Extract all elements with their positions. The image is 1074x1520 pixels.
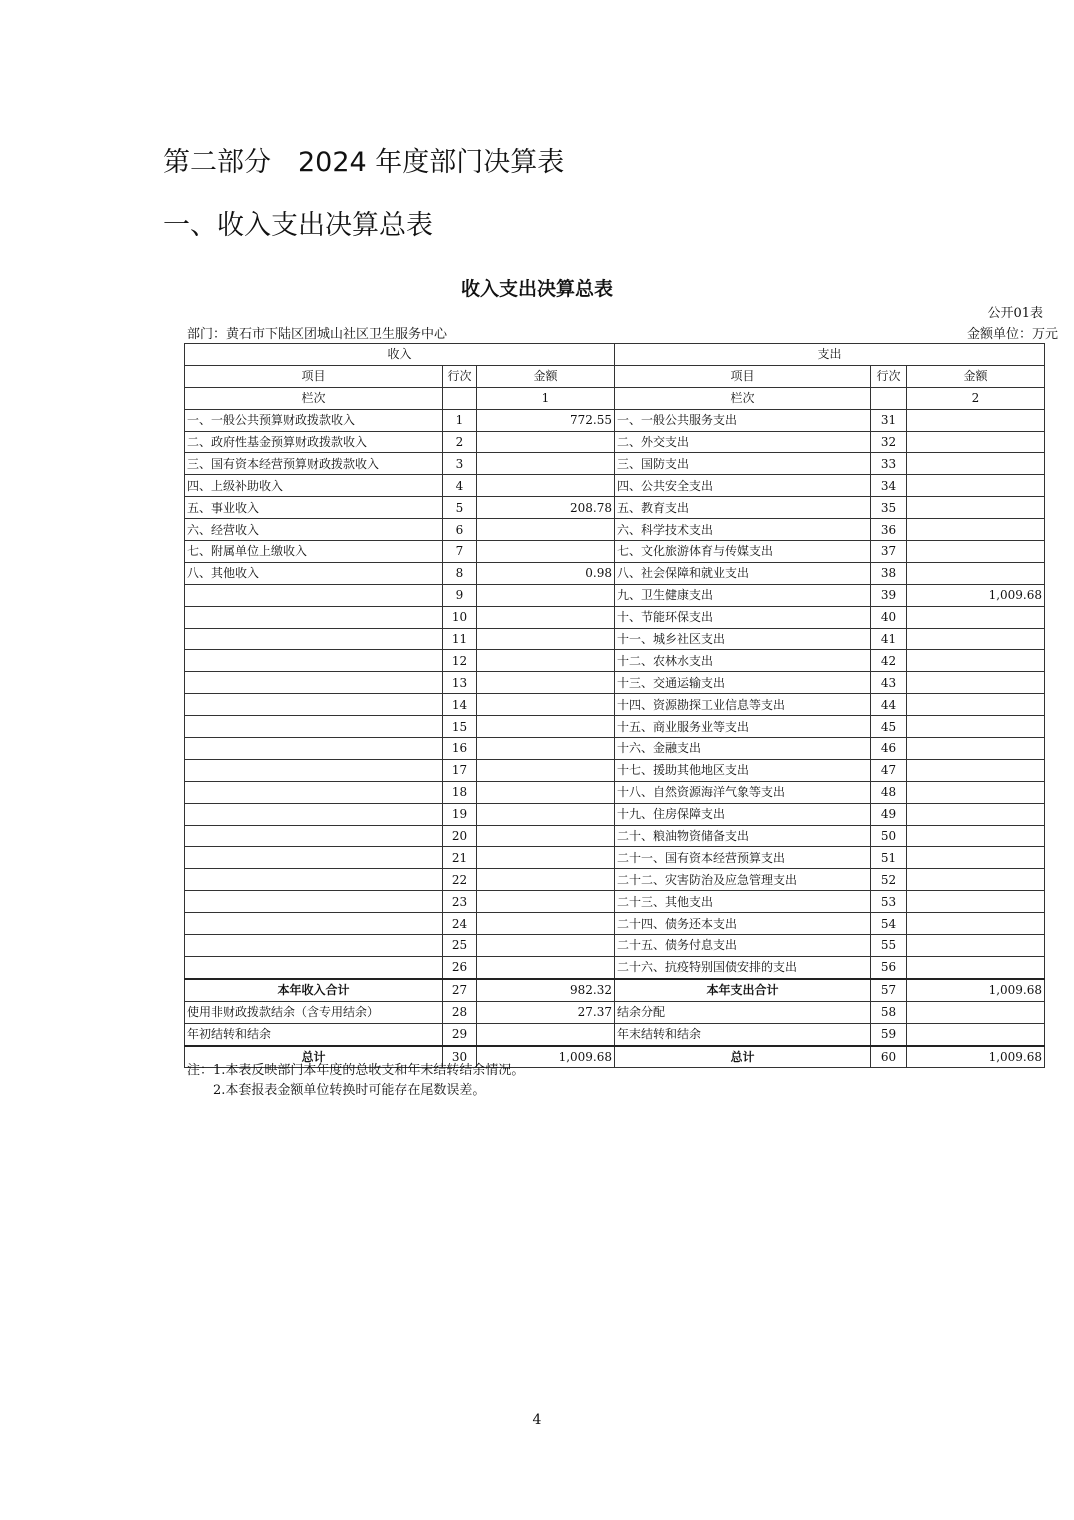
year-income-total-amount: 982.32 [477, 979, 615, 1001]
year-expense-total-label: 本年支出合计 [615, 979, 871, 1001]
row-number: 30 [443, 1046, 477, 1068]
year-total-row [185, 979, 1045, 1001]
row-number: 45 [871, 716, 907, 738]
table-row [185, 803, 1045, 825]
income-amount [477, 541, 615, 563]
income-item: 二、政府性基金预算财政拨款收入 [185, 431, 443, 453]
income-amount: 208.78 [477, 497, 615, 519]
income-amount [477, 891, 615, 913]
expense-amount [907, 497, 1045, 519]
expense-amount [907, 935, 1045, 957]
income-item: 四、上级补助收入 [185, 475, 443, 497]
amount-header: 金额 [907, 365, 1045, 387]
expense-amount [907, 913, 1045, 935]
expense-item: 十一、城乡社区支出 [615, 628, 871, 650]
column-label: 栏次 [615, 387, 871, 409]
row-number: 6 [443, 519, 477, 541]
income-item: 三、国有资本经营预算财政拨款收入 [185, 453, 443, 475]
row-number: 48 [871, 781, 907, 803]
expense-item: 十、节能环保支出 [615, 606, 871, 628]
income-header: 收入 [185, 344, 615, 366]
row-number: 58 [871, 1001, 907, 1023]
income-item [185, 847, 443, 869]
table-row [185, 431, 1045, 453]
table-row [185, 519, 1045, 541]
expense-item: 十四、资源勘探工业信息等支出 [615, 694, 871, 716]
income-amount [477, 781, 615, 803]
row-number: 49 [871, 803, 907, 825]
row-number: 7 [443, 541, 477, 563]
income-item [185, 781, 443, 803]
nonfiscal-balance-amount: 27.37 [477, 1001, 615, 1023]
expense-item: 二十四、债务还本支出 [615, 913, 871, 935]
expense-amount [907, 541, 1045, 563]
row-number: 3 [443, 453, 477, 475]
expense-item: 九、卫生健康支出 [615, 584, 871, 606]
row-number: 50 [871, 825, 907, 847]
table-code: 公开01表 [987, 306, 1043, 321]
table-notes [187, 1061, 524, 1101]
table-row [185, 650, 1045, 672]
table-row [185, 738, 1045, 760]
balance-distribution-label: 结余分配 [615, 1001, 871, 1023]
row-number: 60 [871, 1046, 907, 1068]
expense-amount [907, 606, 1045, 628]
row-number: 59 [871, 1023, 907, 1045]
income-amount [477, 847, 615, 869]
expense-item: 二十五、债务付息支出 [615, 935, 871, 957]
income-item: 八、其他收入 [185, 562, 443, 584]
expense-item: 二十一、国有资本经营预算支出 [615, 847, 871, 869]
row-number: 22 [443, 869, 477, 891]
table-row [185, 628, 1045, 650]
table-row [185, 541, 1045, 563]
expense-item: 二十三、其他支出 [615, 891, 871, 913]
table-header-row [185, 365, 1045, 387]
amount-header: 金额 [477, 365, 615, 387]
income-item [185, 694, 443, 716]
income-item [185, 825, 443, 847]
year-expense-total-amount: 1,009.68 [907, 979, 1045, 1001]
row-number: 44 [871, 694, 907, 716]
row-number: 25 [443, 935, 477, 957]
expense-grand-total-label: 总计 [615, 1046, 871, 1068]
income-amount [477, 475, 615, 497]
income-amount: 772.55 [477, 409, 615, 431]
row-number: 32 [871, 431, 907, 453]
income-amount [477, 453, 615, 475]
expense-item: 八、社会保障和就业支出 [615, 562, 871, 584]
table-row [185, 475, 1045, 497]
income-amount [477, 869, 615, 891]
expense-item: 二、外交支出 [615, 431, 871, 453]
note-line: 2.本套报表金额单位转换时可能存在尾数误差。 [187, 1083, 486, 1098]
nonfiscal-balance-label: 使用非财政拨款结余（含专用结余） [185, 1001, 443, 1023]
row-number: 55 [871, 935, 907, 957]
income-item [185, 956, 443, 978]
row-number: 2 [443, 431, 477, 453]
empty-cell [443, 387, 477, 409]
expense-amount: 1,009.68 [907, 584, 1045, 606]
row-number: 36 [871, 519, 907, 541]
table-row [185, 1001, 1045, 1023]
expense-item: 十五、商业服务业等支出 [615, 716, 871, 738]
year-income-total-label: 本年收入合计 [185, 979, 443, 1001]
income-item [185, 738, 443, 760]
row-number: 31 [871, 409, 907, 431]
row-number: 57 [871, 979, 907, 1001]
row-number: 12 [443, 650, 477, 672]
row-number: 52 [871, 869, 907, 891]
row-number: 20 [443, 825, 477, 847]
income-amount [477, 825, 615, 847]
row-number: 5 [443, 497, 477, 519]
row-number: 35 [871, 497, 907, 519]
income-amount [477, 935, 615, 957]
row-number: 1 [443, 409, 477, 431]
expense-amount [907, 672, 1045, 694]
expense-amount [907, 409, 1045, 431]
income-amount [477, 694, 615, 716]
row-number: 24 [443, 913, 477, 935]
expense-amount [907, 738, 1045, 760]
row-number: 11 [443, 628, 477, 650]
expense-item: 六、科学技术支出 [615, 519, 871, 541]
row-number: 23 [443, 891, 477, 913]
page-number: 4 [532, 1412, 542, 1428]
empty-cell [871, 387, 907, 409]
ending-balance-amount [907, 1023, 1045, 1045]
table-row [185, 497, 1045, 519]
row-number: 14 [443, 694, 477, 716]
row-number: 19 [443, 803, 477, 825]
row-number: 56 [871, 956, 907, 978]
expense-item: 十八、自然资源海洋气象等支出 [615, 781, 871, 803]
table-row [185, 869, 1045, 891]
expense-item: 十六、金融支出 [615, 738, 871, 760]
income-amount [477, 956, 615, 978]
income-item [185, 584, 443, 606]
column-index: 2 [907, 387, 1045, 409]
income-amount [477, 431, 615, 453]
expense-amount [907, 847, 1045, 869]
income-item: 七、附属单位上缴收入 [185, 541, 443, 563]
table-row [185, 825, 1045, 847]
income-amount [477, 584, 615, 606]
expense-amount [907, 694, 1045, 716]
income-amount [477, 913, 615, 935]
table-header-row [185, 344, 1045, 366]
expense-item: 二十二、灾害防治及应急管理支出 [615, 869, 871, 891]
table-row [185, 694, 1045, 716]
table-row [185, 1023, 1045, 1045]
income-amount: 0.98 [477, 562, 615, 584]
income-item [185, 650, 443, 672]
row-number: 9 [443, 584, 477, 606]
page-part-heading: 第二部分 2024 年度部门决算表 [163, 147, 565, 178]
income-grand-total-amount: 1,009.68 [477, 1046, 615, 1068]
expense-amount [907, 716, 1045, 738]
expense-amount [907, 803, 1045, 825]
row-number: 13 [443, 672, 477, 694]
income-item [185, 913, 443, 935]
ending-balance-label: 年末结转和结余 [615, 1023, 871, 1045]
expense-header: 支出 [615, 344, 1045, 366]
income-amount [477, 628, 615, 650]
expense-amount [907, 519, 1045, 541]
row-number: 34 [871, 475, 907, 497]
table-row [185, 606, 1045, 628]
table-row [185, 409, 1045, 431]
table-title: 收入支出决算总表 [460, 278, 613, 300]
note-line: 注：1.本表反映部门本年度的总收支和年末结转结余情况。 [187, 1063, 525, 1078]
expense-item: 七、文化旅游体育与传媒支出 [615, 541, 871, 563]
expense-item: 十二、农林水支出 [615, 650, 871, 672]
expense-amount [907, 650, 1045, 672]
income-item [185, 672, 443, 694]
table-row [185, 781, 1045, 803]
income-amount [477, 672, 615, 694]
row-number: 43 [871, 672, 907, 694]
row-number: 39 [871, 584, 907, 606]
expense-item: 四、公共安全支出 [615, 475, 871, 497]
item-header: 项目 [185, 365, 443, 387]
expense-amount [907, 869, 1045, 891]
expense-item: 十三、交通运输支出 [615, 672, 871, 694]
table-row [185, 584, 1045, 606]
income-amount [477, 606, 615, 628]
table-row [185, 847, 1045, 869]
row-no-header: 行次 [443, 365, 477, 387]
expense-grand-total-amount: 1,009.68 [907, 1046, 1045, 1068]
row-number: 41 [871, 628, 907, 650]
amount-unit-label: 金额单位：万元 [966, 327, 1058, 342]
income-amount [477, 738, 615, 760]
column-index-row [185, 387, 1045, 409]
income-expense-table [184, 343, 1045, 1068]
income-item: 一、一般公共预算财政拨款收入 [185, 409, 443, 431]
section-heading: 一、收入支出决算总表 [163, 210, 433, 241]
expense-amount [907, 759, 1045, 781]
expense-amount [907, 453, 1045, 475]
row-number: 4 [443, 475, 477, 497]
row-number: 54 [871, 913, 907, 935]
income-amount [477, 650, 615, 672]
table-row [185, 453, 1045, 475]
item-header: 项目 [615, 365, 871, 387]
table-row [185, 913, 1045, 935]
row-number: 28 [443, 1001, 477, 1023]
expense-item: 二十、粮油物资储备支出 [615, 825, 871, 847]
table-row [185, 956, 1045, 978]
table-row [185, 672, 1045, 694]
department-label: 部门：黄石市下陆区团城山社区卫生服务中心 [187, 327, 448, 342]
income-item [185, 759, 443, 781]
expense-item: 五、教育支出 [615, 497, 871, 519]
beginning-balance-amount [477, 1023, 615, 1045]
row-number: 16 [443, 738, 477, 760]
expense-amount [907, 825, 1045, 847]
row-number: 27 [443, 979, 477, 1001]
expense-amount [907, 431, 1045, 453]
expense-item: 二十六、抗疫特别国债安排的支出 [615, 956, 871, 978]
income-item: 六、经营收入 [185, 519, 443, 541]
row-number: 8 [443, 562, 477, 584]
row-number: 38 [871, 562, 907, 584]
income-amount [477, 803, 615, 825]
row-number: 40 [871, 606, 907, 628]
income-item [185, 891, 443, 913]
row-number: 29 [443, 1023, 477, 1045]
income-amount [477, 716, 615, 738]
income-amount [477, 519, 615, 541]
row-number: 18 [443, 781, 477, 803]
income-item: 五、事业收入 [185, 497, 443, 519]
table-row [185, 759, 1045, 781]
expense-item: 一、一般公共服务支出 [615, 409, 871, 431]
row-number: 46 [871, 738, 907, 760]
row-number: 47 [871, 759, 907, 781]
expense-item: 三、国防支出 [615, 453, 871, 475]
income-item [185, 628, 443, 650]
row-number: 37 [871, 541, 907, 563]
table-row [185, 935, 1045, 957]
row-number: 42 [871, 650, 907, 672]
row-number: 53 [871, 891, 907, 913]
row-number: 17 [443, 759, 477, 781]
expense-item: 十九、住房保障支出 [615, 803, 871, 825]
expense-amount [907, 628, 1045, 650]
income-item [185, 803, 443, 825]
row-no-header: 行次 [871, 365, 907, 387]
expense-item: 十七、援助其他地区支出 [615, 759, 871, 781]
balance-distribution-amount [907, 1001, 1045, 1023]
expense-amount [907, 956, 1045, 978]
row-number: 10 [443, 606, 477, 628]
income-grand-total-label: 总计 [185, 1046, 443, 1068]
row-number: 21 [443, 847, 477, 869]
income-item [185, 869, 443, 891]
row-number: 26 [443, 956, 477, 978]
income-item [185, 935, 443, 957]
income-item [185, 606, 443, 628]
expense-amount [907, 781, 1045, 803]
column-label: 栏次 [185, 387, 443, 409]
column-index: 1 [477, 387, 615, 409]
income-amount [477, 759, 615, 781]
expense-amount [907, 475, 1045, 497]
table-row [185, 716, 1045, 738]
expense-amount [907, 562, 1045, 584]
table-row [185, 891, 1045, 913]
expense-amount [907, 891, 1045, 913]
beginning-balance-label: 年初结转和结余 [185, 1023, 443, 1045]
table-row [185, 562, 1045, 584]
row-number: 33 [871, 453, 907, 475]
row-number: 51 [871, 847, 907, 869]
income-item [185, 716, 443, 738]
row-number: 15 [443, 716, 477, 738]
